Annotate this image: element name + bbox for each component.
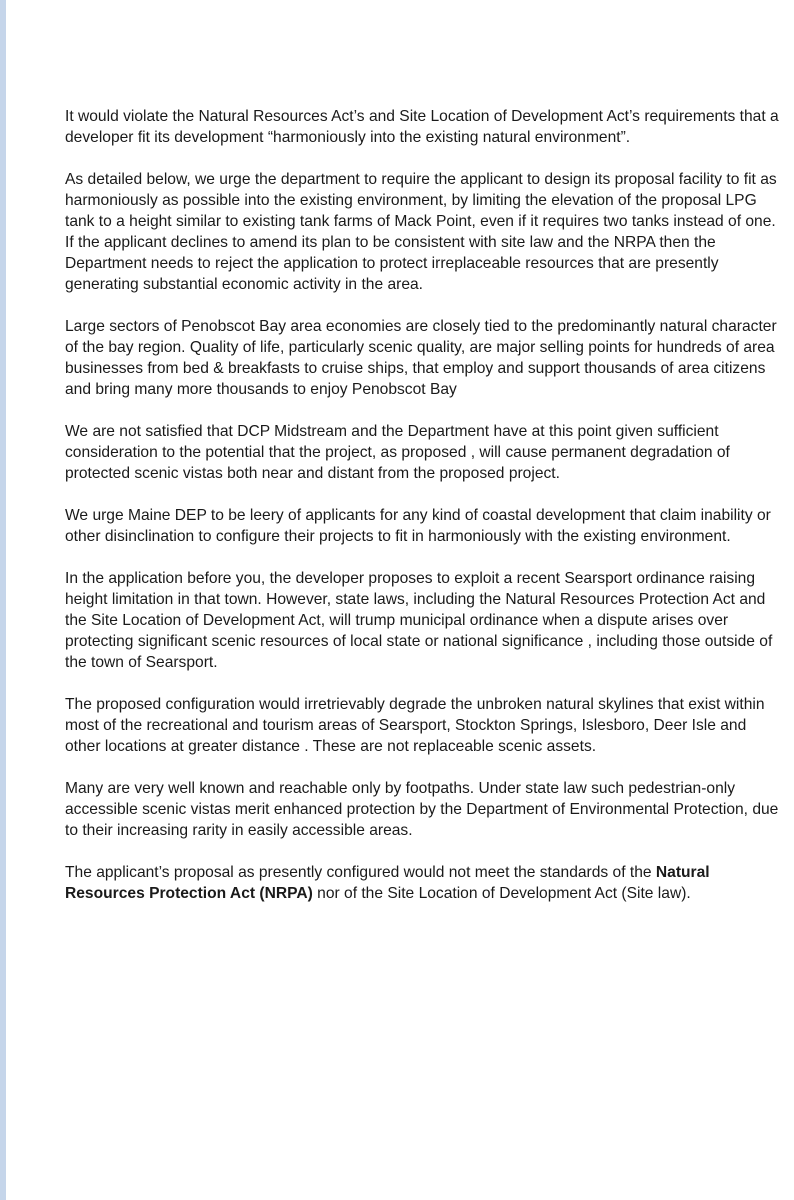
paragraph-4: We are not satisfied that DCP Midstream and the Department have at this point given sufficient consideration to the potential that the project, as proposed , will cause permanent degradation of protected scenic vistas both near and distant from the proposed project.: [65, 423, 730, 482]
paragraph-9-after: nor of the Site Location of Development Act (Site law).: [312, 885, 691, 902]
paragraph-9: [65, 862, 781, 904]
paragraph-9-before: The applicant’s proposal as presently configured would not meet the standards of the: [65, 864, 656, 881]
paragraph-8: Many are very well known and reachable only by footpaths. Under state law such pedestrian-only accessible scenic vistas merit enhanced protection by the Department of Environmental Protection, due to their increasing rarity in easily accessible areas.: [65, 780, 779, 839]
paragraph-2: As detailed below, we urge the department to require the applicant to design its proposal facility to fit as harmoniously as possible into the existing environment, by limiting the elevation of the proposal LPG tank to a height similar to existing tank farms of Mack Point, even if it requires two tanks instead of one. If the applicant declines to amend its plan to be consistent with site law and the NRPA then the Department needs to reject the application to protect irreplaceable resources that are presently generating substantial economic activity in the area.: [65, 171, 777, 293]
paragraph-3: Large sectors of Penobscot Bay area economies are closely tied to the predominantly natural character of the bay region. Quality of life, particularly scenic quality, are major selling points for hundreds of area businesses from bed & breakfasts to cruise ships, that employ and support thousands of area citizens and bring many more thousands to enjoy Penobscot Bay: [65, 318, 777, 398]
nrpa-bold-text: Natural Resources Protection Act (NRPA): [65, 864, 710, 902]
document-body: [65, 106, 781, 925]
paragraph-5: We urge Maine DEP to be leery of applicants for any kind of coastal development that claim inability or other disinclination to configure their projects to fit in harmoniously with the existing environment.: [65, 507, 771, 545]
paragraph-6: In the application before you, the developer proposes to exploit a recent Searsport ordinance raising height limitation in that town. However, state laws, including the Natural Resources Protection Act and the Site Location of Development Act, will trump municipal ordinance when a dispute arises over protecting significant scenic resources of local state or national significance , including those outside of the town of Searsport.: [65, 570, 773, 671]
paragraph-7: The proposed configuration would irretrievably degrade the unbroken natural skylines that exist within most of the recreational and tourism areas of Searsport, Stockton Springs, Islesboro, Deer Isle and other locations at greater distance . These are not replaceable scenic assets.: [65, 696, 765, 755]
page-left-border: [0, 0, 6, 1200]
paragraph-1: It would violate the Natural Resources Act’s and Site Location of Development Act’s requirements that a developer fit its development “harmoniously into the existing natural environment”.: [65, 108, 779, 146]
